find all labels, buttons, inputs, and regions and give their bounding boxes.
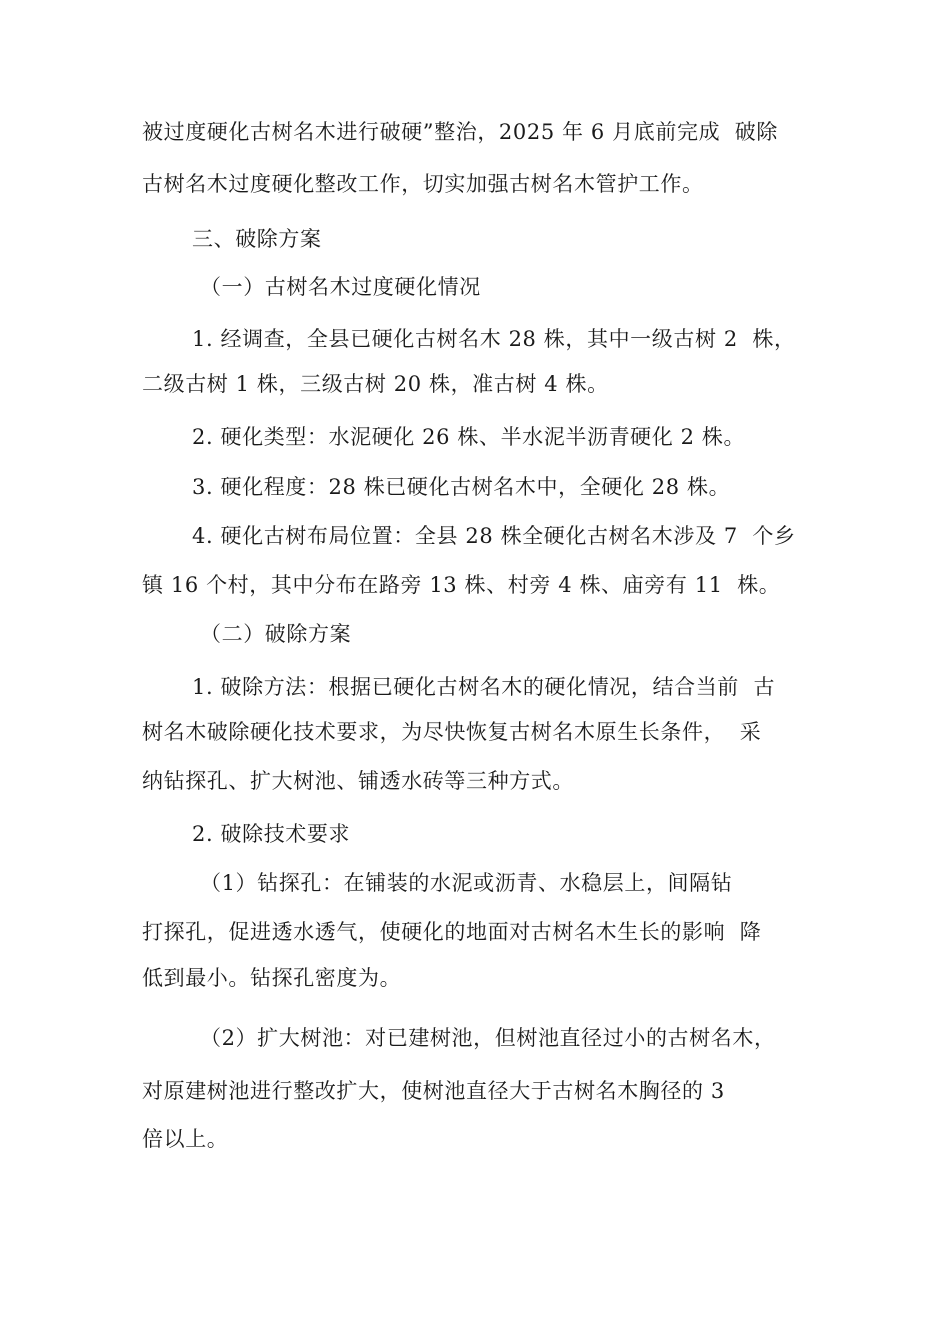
paragraph-line: 被过度硬化古树名木进行破硬”整治，2025 年 6 月底前完成 破除 — [142, 120, 778, 144]
section-heading: 三、破除方案 — [192, 227, 322, 251]
list-item-text: 1. 经调查，全县已硬化古树名木 28 株，其中一级古树 2 株， — [192, 327, 796, 351]
list-item-text: 3. 硬化程度：28 株已硬化古树名木中，全硬化 28 株。 — [192, 475, 731, 499]
list-item-text: 1. 破除方法：根据已硬化古树名木的硬化情况，结合当前 古 — [192, 675, 776, 699]
paragraph-line: 古树名木过度硬化整改工作，切实加强古树名木管护工作。 — [142, 172, 704, 196]
list-item-text: （1）钻探孔：在铺装的水泥或沥青、水稳层上，间隔钻 — [200, 871, 733, 895]
paragraph-line: 纳钻探孔、扩大树池、铺透水砖等三种方式。 — [142, 769, 574, 793]
paragraph-line: 打探孔，促进透水透气，使硬化的地面对古树名木生长的影响 降 — [142, 920, 762, 944]
paragraph-line: 对原建树池进行整改扩大，使树池直径大于古树名木胸径的 3 — [142, 1079, 725, 1103]
list-item-text: 4. 硬化古树布局位置：全县 28 株全硬化古树名木涉及 7 个乡 — [192, 524, 796, 548]
paragraph-line: 倍以上。 — [142, 1127, 229, 1151]
paragraph-line: 树名木破除硬化技术要求，为尽快恢复古树名木原生长条件， 采 — [142, 720, 762, 744]
list-item-text: 2. 硬化类型：水泥硬化 26 株、半水泥半沥青硬化 2 株。 — [192, 425, 746, 449]
subsection-heading: （二）破除方案 — [200, 622, 352, 646]
paragraph-line: 低到最小。钻探孔密度为。 — [142, 966, 402, 990]
subsection-heading: （一）古树名木过度硬化情况 — [200, 275, 481, 299]
paragraph-line: 镇 16 个村，其中分布在路旁 13 株、村旁 4 株、庙旁有 11 株。 — [142, 573, 781, 597]
paragraph-line: 二级古树 1 株，三级古树 20 株，准古树 4 株。 — [142, 372, 609, 396]
list-item-text: （2）扩大树池：对已建树池，但树池直径过小的古树名木， — [200, 1026, 776, 1050]
list-item-text: 2. 破除技术要求 — [192, 822, 351, 846]
